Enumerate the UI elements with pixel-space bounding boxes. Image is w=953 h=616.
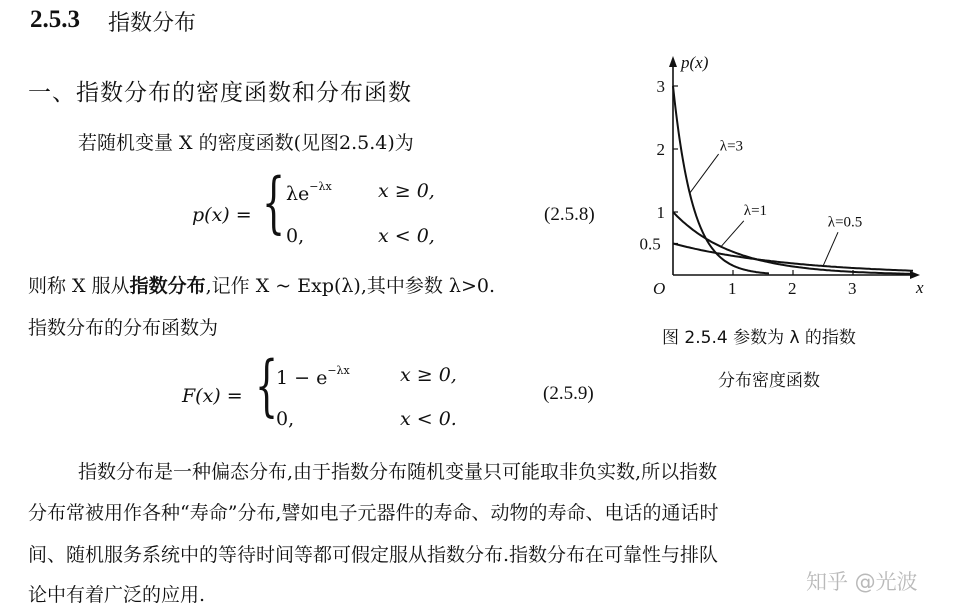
series-label: λ=0.5 [827, 214, 863, 231]
eq2-case1-exponent: −λx [327, 364, 350, 377]
x-tick-label: 1 [728, 279, 737, 298]
eq1-case1-expr-text: λe [286, 183, 310, 205]
x-axis-label: x [916, 278, 924, 297]
eq1-case2-cond: x < 0, [378, 225, 435, 247]
paragraph-line: 论中有着广泛的应用. [28, 584, 206, 606]
y-tick-label: 1 [656, 203, 665, 222]
series-label-leader [690, 154, 719, 193]
section-number: 2.5.3 [30, 6, 80, 33]
statement-suffix: ,记作 X ~ Exp(λ),其中参数 λ>0. [205, 275, 496, 297]
eq1-lhs-text: p(x) = [192, 204, 252, 226]
y-tick-label: 2 [656, 140, 665, 159]
statement [28, 271, 495, 298]
exponential-density-chart [640, 48, 930, 300]
eq2-lhs-text: F(x) = [182, 385, 243, 407]
eq2-case1-cond: x ≥ 0, [400, 364, 457, 386]
y-axis-arrow [669, 56, 677, 67]
eq1-lhs [192, 204, 252, 226]
figure-caption-line2: 分布密度函数 [718, 371, 820, 391]
eq1-brace: { [262, 164, 286, 241]
eq1-case1-exponent: −λx [309, 180, 332, 193]
series-label-leader [721, 221, 744, 247]
eq2-case1-expr-text: 1 − e [276, 367, 328, 389]
figure-caption-line1: 图 2.5.4 参数为 λ 的指数 [662, 328, 856, 348]
series-line-λ=3 [673, 86, 769, 273]
subsection-title: 一、指数分布的密度函数和分布函数 [28, 80, 412, 106]
eq2-brace: { [255, 347, 279, 424]
y-axis-label: p(x) [681, 53, 709, 72]
paragraph-line: 分布常被用作各种“寿命”分布,譬如电子元器件的寿命、动物的寿命、电话的通话时 [28, 502, 719, 524]
statement-prefix: 则称 X 服从 [28, 275, 130, 297]
cdf-intro: 指数分布的分布函数为 [28, 317, 219, 339]
eq1-case1-cond: x ≥ 0, [378, 180, 435, 202]
eq1-case2-expr: 0, [286, 225, 305, 247]
x-tick-label: 2 [788, 279, 797, 298]
origin-label: O [653, 279, 666, 298]
eq2-case2-expr: 0, [276, 408, 295, 430]
x-tick-label: 3 [848, 279, 857, 298]
eq2-case2-cond: x < 0. [400, 408, 457, 430]
intro-sentence: 若随机变量 X 的密度函数(见图2.5.4)为 [78, 132, 414, 154]
section-title: 指数分布 [108, 11, 197, 36]
eq2-case1-expr [276, 364, 350, 389]
y-tick-label: 0.5 [640, 234, 661, 254]
watermark: 知乎 @光波 [806, 570, 918, 594]
eq1-label: (2.5.8) [544, 204, 595, 225]
series-label: λ=3 [719, 138, 744, 155]
eq1-case1-expr [286, 180, 332, 205]
y-tick-label: 3 [656, 77, 665, 96]
statement-bold-term: 指数分布 [129, 275, 206, 297]
series-label: λ=1 [743, 203, 768, 220]
eq2-lhs [182, 385, 243, 407]
series-label-leader [823, 232, 838, 266]
eq2-label: (2.5.9) [543, 383, 594, 404]
paragraph-line: 间、随机服务系统中的等待时间等都可假定服从指数分布.指数分布在可靠性与排队 [28, 544, 719, 566]
paragraph-line: 指数分布是一种偏态分布,由于指数分布随机变量只可能取非负实数,所以指数 [78, 461, 718, 483]
